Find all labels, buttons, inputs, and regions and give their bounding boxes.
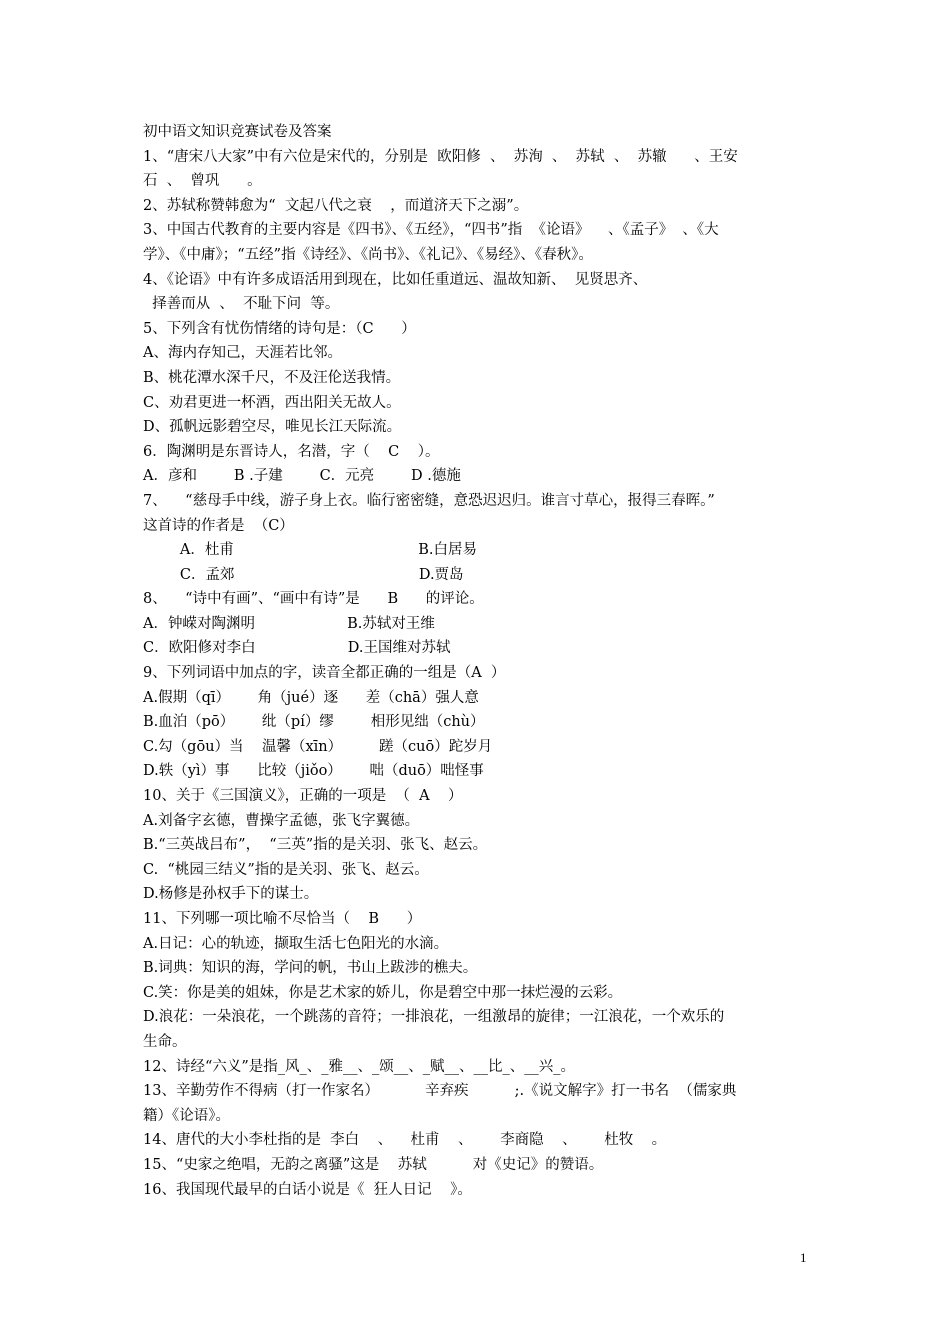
text-line: B.“三英战吕布”， “三英”指的是关羽、张飞、赵云。	[143, 837, 488, 854]
text-line: 择善而从 、 不耻下问 等。	[143, 296, 340, 313]
text-line: A.假期（qī） 角（jué）逐 差（chā）强人意	[143, 689, 479, 706]
text-line: D.杨修是孙权手下的谋士。	[143, 886, 319, 903]
text-line: C.勾（gōu）当 温馨（xīn） 蹉（cuō）跎岁月	[143, 738, 493, 755]
text-line: A．钟嵘对陶渊明 B.苏轼对王维	[143, 615, 435, 632]
text-line: 13、辛勤劳作不得病（打一作家名） 辛弃疾 ;.《说文解字》打一书名 （儒家典	[143, 1083, 737, 1100]
text-line: 12、诗经“六义”是指_风_、_雅__、_颂__、_赋__、__比_、__兴_。	[143, 1058, 576, 1075]
text-line: 15、“史家之绝唱，无韵之离骚”这是 苏轼 对《史记》的赞语。	[143, 1156, 604, 1173]
text-line: 生命。	[143, 1033, 187, 1050]
text-line: C、劝君更进一杯酒，西出阳关无故人。	[143, 394, 401, 411]
text-line: 籍）《论语》。	[143, 1107, 230, 1124]
text-line: A.刘备字玄德，曹操字孟德，张飞字翼德。	[143, 812, 420, 829]
text-line: 2、苏轼称赞韩愈为“ 文起八代之衰 ，而道济天下之溺”。	[143, 197, 529, 214]
text-line: 9、下列词语中加点的字，读音全都正确的一组是（A ）	[143, 665, 506, 682]
text-line: 5、下列含有忧伤情绪的诗句是：（C ）	[143, 320, 416, 337]
text-line: C．孟郊 D.贾岛	[143, 566, 464, 583]
text-line: 4、《论语》中有许多成语活用到现在，比如任重道远、温故知新、 见贤思齐、	[143, 271, 648, 288]
text-line: D.轶（yì）事 比较（jiǒo） 咄（duō）咄怪事	[143, 763, 484, 780]
text-line: A.日记：心的轨迹，撷取生活七色阳光的水滴。	[143, 935, 449, 952]
text-line: A．彦和 B .子建 C．元亮 D .德施	[143, 468, 461, 485]
text-line: 1、“唐宋八大家”中有六位是宋代的，分别是 欧阳修 、 苏洵 、 苏轼 、 苏辙 、王安	[143, 148, 738, 165]
text-line: 3、中国古代教育的主要内容是《四书》、《五经》，“四书”指 《论语》 、《孟子》 、《大	[143, 222, 719, 239]
text-line: 10、关于《三国演义》，正确的一项是 （ A ）	[143, 788, 463, 805]
document-body	[143, 120, 813, 1202]
text-line: 14、唐代的大小李杜指的是 李白 、 杜甫 、 李商隐 、 杜牧 。	[143, 1132, 667, 1149]
text-line: A、海内存知己，天涯若比邻。	[143, 345, 342, 362]
text-line: 8、 “诗中有画”、“画中有诗”是 B 的评论。	[143, 591, 484, 608]
text-line: D.浪花：一朵浪花，一个跳荡的音符；一排浪花，一组激昂的旋律；一江浪花，一个欢乐的	[143, 1009, 725, 1026]
text-line: B.词典：知识的海，学问的帆，书山上跋涉的樵夫。	[143, 960, 478, 977]
text-line: B.血泊（pō） 纰（pí）缪 相形见绌（chù）	[143, 714, 485, 731]
text-line: C．欧阳修对李白 D.王国维对苏轼	[143, 640, 451, 657]
text-line: 学》、《中庸》；“五经”指《诗经》、《尚书》、《礼记》、《易经》、《春秋》。	[143, 246, 593, 263]
text-line: 7、 “慈母手中线，游子身上衣。临行密密缝，意恐迟迟归。谁言寸草心，报得三春晖。”	[143, 492, 715, 509]
text-line: 这首诗的作者是 （C）	[143, 517, 294, 534]
text-line: B、桃花潭水深千尺，不及汪伦送我情。	[143, 369, 401, 386]
text-line: 11、下列哪一项比喻不尽恰当（ B ）	[143, 911, 422, 927]
text-line: 16、我国现代最早的白话小说是《 狂人日记 》。	[143, 1181, 472, 1198]
text-line: 6．陶渊明是东晋诗人，名潜，字（ C ）。	[143, 443, 440, 460]
text-line: 石 、 曾巩 。	[143, 173, 262, 190]
text-line: A．杜甫 B.白居易	[143, 542, 477, 559]
text-line: C.笑：你是美的姐妹，你是艺术家的娇儿，你是碧空中那一抹烂漫的云彩。	[143, 984, 623, 1001]
text-line: D、孤帆远影碧空尽，唯见长江天际流。	[143, 419, 402, 436]
text-line: C. “桃园三结义”指的是关羽、张飞、赵云。	[143, 861, 429, 878]
document-title: 初中语文知识竞赛试卷及答案	[143, 124, 332, 140]
page-number: 1	[800, 1250, 807, 1265]
